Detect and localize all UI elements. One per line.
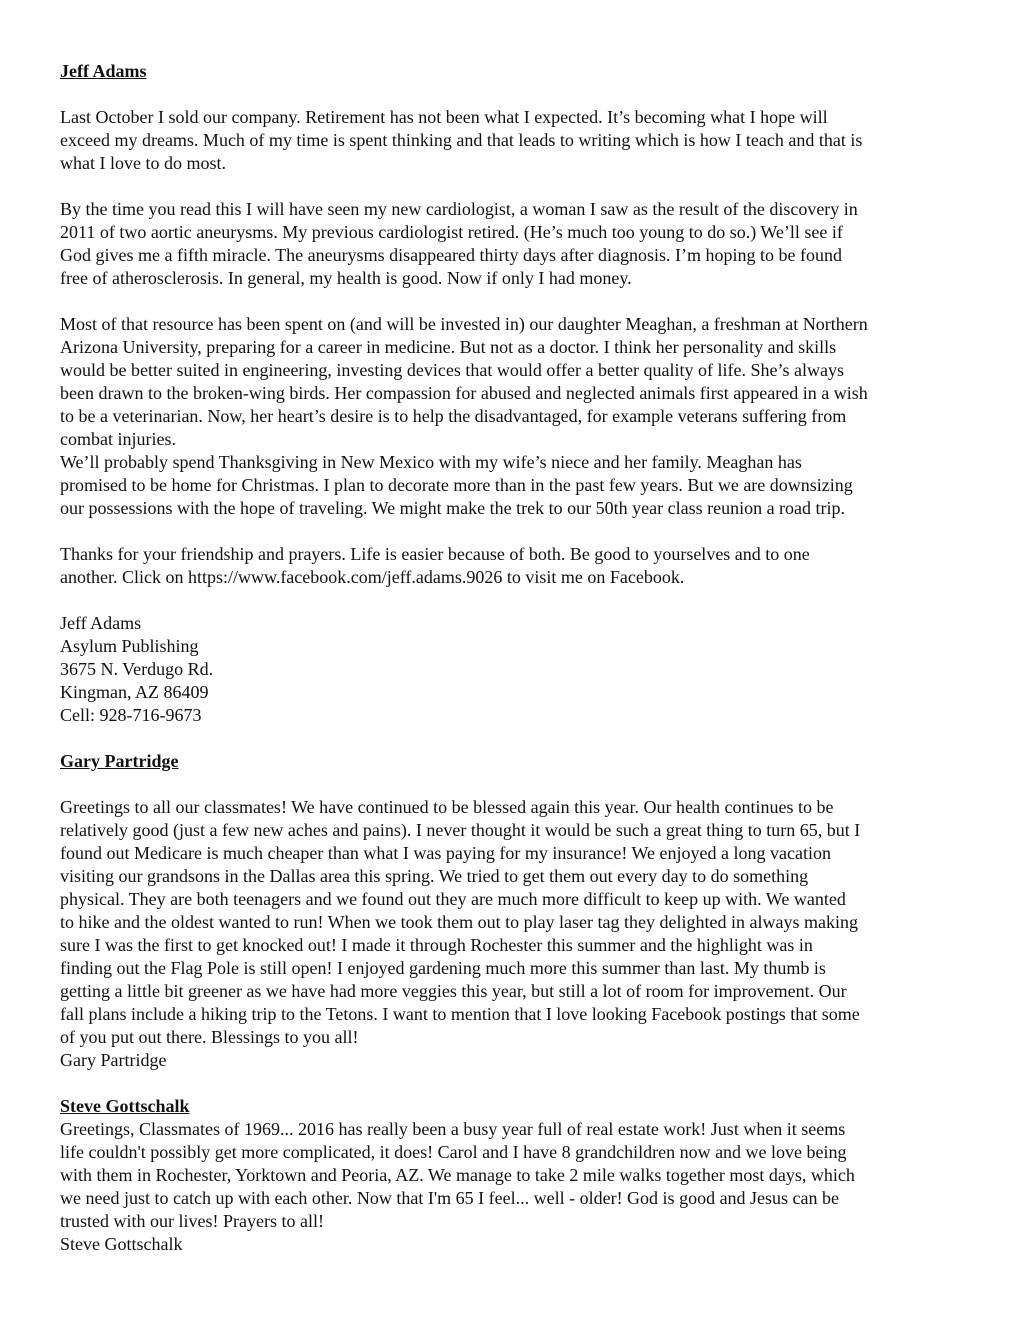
text-line: to hike and the oldest wanted to run! When we took them out to play laser tag they delighted in always making: [60, 912, 858, 932]
text-line: promised to be home for Christmas. I plan to decorate more than in the past few years. But we are downsizing: [60, 475, 853, 495]
text-line: been drawn to the broken-wing birds. Her compassion for abused and neglected animals first appeared in a wish: [60, 383, 868, 403]
text-line: sure I was the first to get knocked out! I made it through Rochester this summer and the highlight was in: [60, 935, 813, 955]
spacer: [60, 589, 960, 612]
text-line: our possessions with the hope of traveling. We might make the trek to our 50th year class reunion a road trip.: [60, 498, 846, 518]
paragraph: [60, 1118, 960, 1256]
text-line: of you put out there. Blessings to you all!: [60, 1027, 359, 1047]
entry-heading: Steve Gottschalk: [60, 1096, 190, 1116]
text-line: Greetings, Classmates of 1969... 2016 has really been a busy year full of real estate work! Just when it seems: [60, 1119, 846, 1139]
text-line: 2011 of two aortic aneurysms. My previous cardiologist retired. (He’s much too young to do so.) We’ll see if: [60, 222, 843, 242]
spacer: [60, 290, 960, 313]
signature-name: Gary Partridge: [60, 1050, 167, 1070]
spacer: [60, 520, 960, 543]
text-line: Greetings to all our classmates! We have continued to be blessed again this year. Our health continues to be: [60, 797, 834, 817]
spacer: [60, 1072, 960, 1095]
signature-city: Kingman, AZ 86409: [60, 682, 209, 702]
signature-name: Jeff Adams: [60, 613, 142, 633]
text-line: life couldn't possibly get more complicated, it does! Carol and I have 8 grandchildren now and we love being: [60, 1142, 847, 1162]
text-line: we need just to catch up with each other. Now that I'm 65 I feel... well - older! God is good and Jesus can be: [60, 1188, 840, 1208]
text-line: trusted with our lives! Prayers to all!: [60, 1211, 324, 1231]
signature-block: [60, 612, 960, 727]
spacer: [60, 773, 960, 796]
text-line: to be a veterinarian. Now, her heart’s desire is to help the disadvantaged, for example veterans suffering from: [60, 406, 847, 426]
text-line: with them in Rochester, Yorktown and Peoria, AZ. We manage to take 2 mile walks together most days, which: [60, 1165, 855, 1185]
paragraph: [60, 451, 960, 520]
entry-heading: Gary Partridge: [60, 751, 179, 771]
text-line: By the time you read this I will have seen my new cardiologist, a woman I saw as the result of the discovery in: [60, 199, 858, 219]
text-line: what I love to do most.: [60, 153, 226, 173]
text-line: found out Medicare is much cheaper than what I was paying for my insurance! We enjoyed a long vacation: [60, 843, 831, 863]
text-line: visiting our grandsons in the Dallas area this spring. We tried to get them out every day to do something: [60, 866, 809, 886]
text-line: exceed my dreams. Much of my time is spent thinking and that leads to writing which is how I teach and that is: [60, 130, 863, 150]
document-page: [60, 60, 960, 1256]
entry-heading: Jeff Adams: [60, 61, 147, 81]
text-line: physical. They are both teenagers and we found out they are much more difficult to keep up with. We wanted: [60, 889, 846, 909]
text-line: fall plans include a hiking trip to the Tetons. I want to mention that I love looking Facebook postings that some: [60, 1004, 860, 1024]
signature-phone: Cell: 928-716-9673: [60, 705, 202, 725]
text-line: combat injuries.: [60, 429, 176, 449]
text-line: Most of that resource has been spent on (and will be invested in) our daughter Meaghan, a freshman at Northern: [60, 314, 868, 334]
entry-jeff-adams: [60, 60, 960, 750]
text-line: finding out the Flag Pole is still open! I enjoyed gardening much more this summer than last. My thumb is: [60, 958, 826, 978]
entry-steve-gottschalk: [60, 1095, 960, 1256]
text-line: Last October I sold our company. Retirement has not been what I expected. It’s becoming what I hope will: [60, 107, 828, 127]
paragraph: [60, 106, 960, 175]
entry-gary-partridge: [60, 750, 960, 1095]
paragraph: [60, 313, 960, 451]
paragraph: [60, 543, 960, 589]
text-line: free of atherosclerosis. In general, my health is good. Now if only I had money.: [60, 268, 632, 288]
paragraph: [60, 198, 960, 290]
text-line: Arizona University, preparing for a career in medicine. But not as a doctor. I think her personality and skills: [60, 337, 837, 357]
paragraph: [60, 796, 960, 1072]
text-line: would be better suited in engineering, investing devices that would offer a better quality of life. She’s always: [60, 360, 844, 380]
text-line: God gives me a fifth miracle. The aneurysms disappeared thirty days after diagnosis. I’m hoping to be found: [60, 245, 842, 265]
text-line: We’ll probably spend Thanksgiving in New Mexico with my wife’s niece and her family. Meaghan has: [60, 452, 802, 472]
spacer: [60, 727, 960, 750]
text-line: another. Click on https://www.facebook.com/jeff.adams.9026 to visit me on Facebook.: [60, 567, 685, 587]
signature-street: 3675 N. Verdugo Rd.: [60, 659, 214, 679]
signature-name: Steve Gottschalk: [60, 1234, 183, 1254]
text-line: relatively good (just a few new aches and pains). I never thought it would be such a great thing to turn 65, but I: [60, 820, 861, 840]
spacer: [60, 83, 960, 106]
spacer: [60, 175, 960, 198]
text-line: Thanks for your friendship and prayers. Life is easier because of both. Be good to yourselves and to one: [60, 544, 810, 564]
text-line: getting a little bit greener as we have had more veggies this year, but still a lot of room for improvement. Our: [60, 981, 847, 1001]
signature-company: Asylum Publishing: [60, 636, 199, 656]
